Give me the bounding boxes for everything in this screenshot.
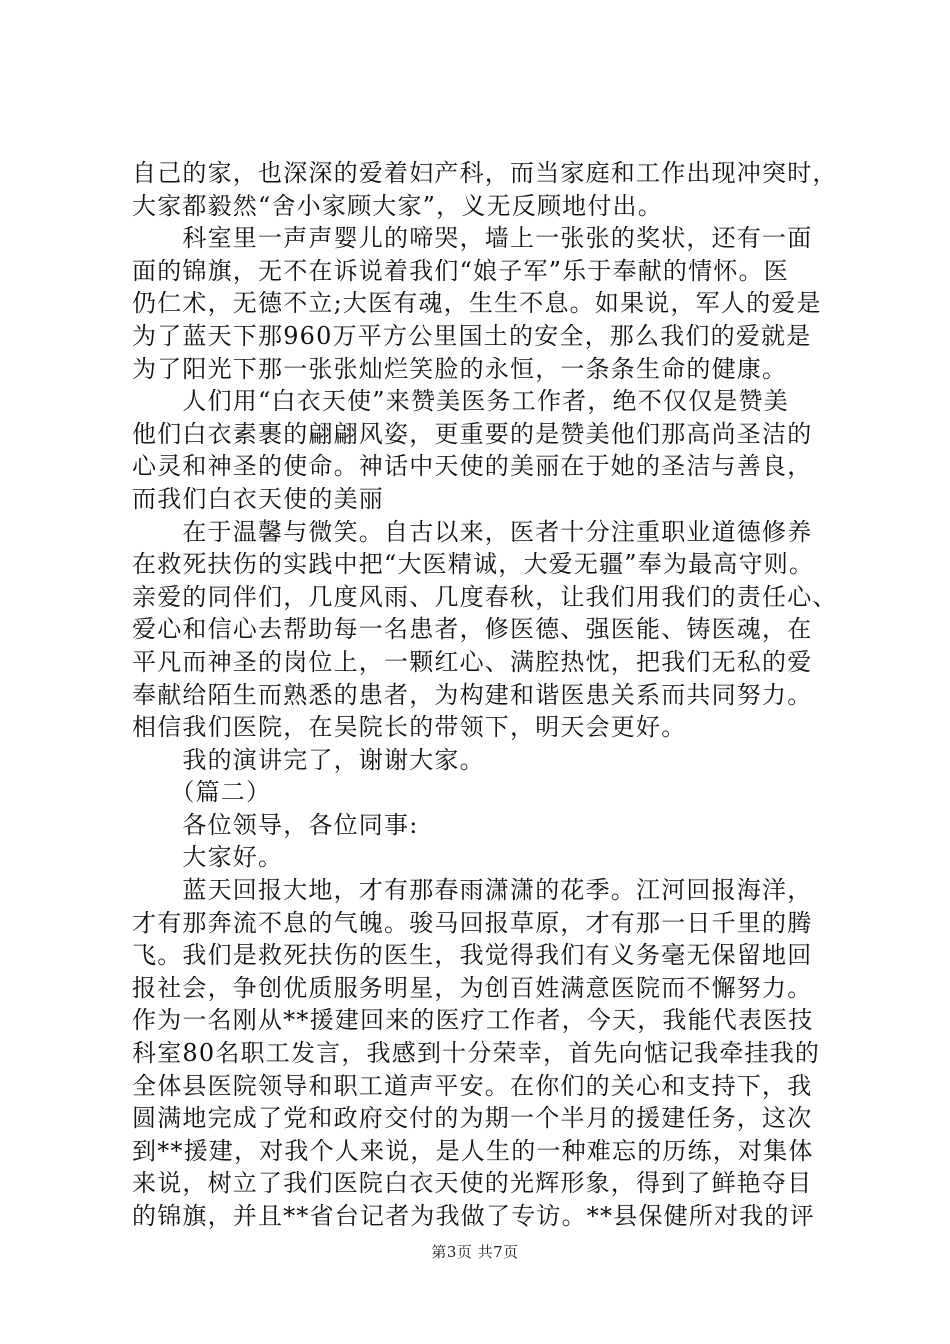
text-line: 各位领导，各位同事: [132,810,419,839]
text-line: 报社会，争创优质服务明星，为创百姓满意医院而不懈努力。 [132,973,813,1002]
text-line: 大家都毅然“舍小家顾大家”，义无反顾地付出。 [132,191,663,220]
text-line: 心灵和神圣的使命。神话中天使的美丽在于她的圣洁与善良， [132,452,813,481]
text-line: 面的锦旗，无不在诉说着我们“娘子军”乐于奉献的情怀。医 [132,256,789,285]
text-line: 亲爱的同伴们，几度风雨、几度春秋，让我们用我们的责任心、 [132,582,838,611]
text-line: （篇二） [132,778,272,807]
text-line: 自己的家，也深深的爱着妇产科，而当家庭和工作出现冲突时， [132,159,838,187]
text-line: 人们用“白衣天使”来赞美医务工作者，绝不仅仅是赞美 [132,387,789,416]
text-line: 才有那奔流不息的气魄。骏马回报草原，才有那一日千里的腾 [132,908,813,937]
text-line: 为了阳光下那一张张灿烂笑脸的永恒，一条条生命的健康。 [132,354,788,383]
text-line: 在于温馨与微笑。自古以来，医者十分注重职业道德修养 [132,517,813,546]
text-line: 而我们白衣天使的美丽 [132,484,384,513]
text-line: 爱心和信心去帮助每一名患者，修医德、强医能、铸医魂，在 [132,615,813,644]
text-line: 飞。我们是救死扶伤的医生，我觉得我们有义务毫无保留地回 [132,941,813,970]
page-number: 第3页 [431,1243,473,1261]
text-line: 全体县医院领导和职工道声平安。在你们的关心和支持下，我 [132,1071,813,1100]
text-line: 作为一名刚从**援建回来的医疗工作者，今天，我能代表医技 [132,1006,814,1035]
text-line: 他们白衣素裹的翩翩风姿，更重要的是赞美他们那高尚圣洁的 [132,419,813,448]
text-line: 在救死扶伤的实践中把“大医精诚，大爱无疆”奉为最高守则。 [132,550,815,579]
page-footer [0,1241,950,1262]
text-line: 蓝天回报大地，才有那春雨潇潇的花季。江河回报海洋， [132,876,813,905]
text-line: 奉献给陌生而熟悉的患者，为构建和谐医患关系而共同努力。 [132,680,813,709]
text-line: 我的演讲完了，谢谢大家。 [132,745,485,774]
document-body [132,157,838,1233]
text-line: 相信我们医院，在吴院长的带领下，明天会更好。 [132,713,687,742]
text-line: 为了蓝天下那960万平方公里国土的安全，那么我们的爱就是 [132,321,812,350]
text-line: 来说，树立了我们医院白衣天使的光辉形象，得到了鲜艳夺目 [132,1169,813,1198]
text-line: 大家好。 [132,843,284,872]
text-line: 科室80名职工发言，我感到十分荣幸，首先向惦记我牵挂我的 [132,1039,821,1068]
text-line: 仍仁术，无德不立;大医有魂，生生不息。如果说，军人的爱是 [132,289,822,318]
text-line: 科室里一声声婴儿的啼哭，墙上一张张的奖状，还有一面 [132,224,813,253]
text-line: 的锦旗，并且**省台记者为我做了专访。**县保健所对我的评 [132,1202,815,1230]
text-line: 到**援建，对我个人来说，是人生的一种难忘的历练，对集体 [132,1136,814,1165]
page-total: 共7页 [477,1243,519,1261]
text-line: 圆满地完成了党和政府交付的为期一个半月的援建任务，这次 [132,1104,813,1133]
text-line: 平凡而神圣的岗位上，一颗红心、满腔热忱，把我们无私的爱 [132,647,813,676]
